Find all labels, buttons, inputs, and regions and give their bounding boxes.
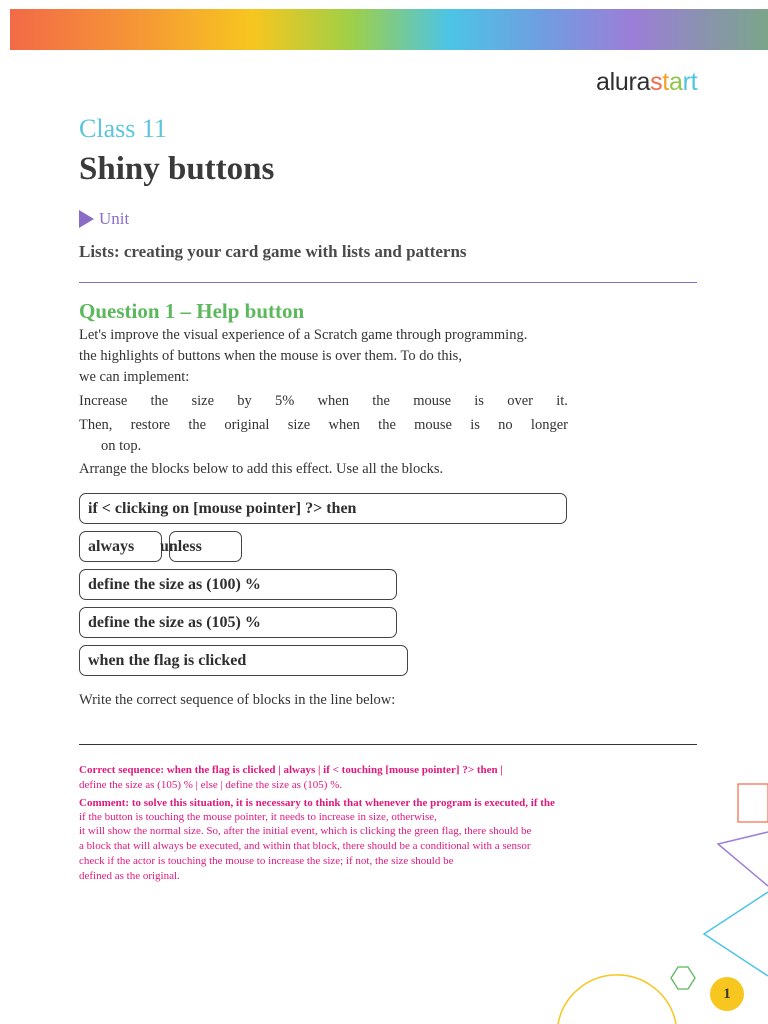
play-triangle-icon (79, 210, 94, 228)
unit-label: Unit (99, 209, 130, 228)
hexagon-outline-icon (671, 967, 695, 989)
step-1-text: Increase the size by 5% when the mouse is over it. (79, 393, 568, 409)
unit-subtitle: Lists: creating your card game with lists and patterns (79, 242, 467, 261)
top-color-bar (10, 9, 768, 50)
circle-outline-icon (558, 975, 676, 1024)
answer-comment-line-4: a block that will always be executed, and within that block, there should be a conditional with a sensor (79, 840, 531, 852)
block-when-flag-clicked[interactable]: when the flag is clicked (79, 645, 408, 676)
block-define-size-100[interactable]: define the size as (100) % (79, 569, 397, 600)
block-define-size-105[interactable]: define the size as (105) % (79, 607, 397, 638)
answer-correct-line-1: Correct sequence: when the flag is clicked | always | if < touching [mouse pointer] ?> then | (79, 764, 503, 776)
answer-comment-line-6: defined as the original. (79, 870, 180, 882)
block-unless[interactable]: unless (169, 531, 242, 562)
page-title: Shiny buttons (79, 151, 275, 187)
pentagon-outline-icon (718, 832, 768, 886)
arrange-instruction: Arrange the blocks below to add this effect. Use all the blocks. (79, 461, 444, 477)
square-outline-icon (738, 784, 768, 822)
block-if-clicking[interactable]: if < clicking on [mouse pointer] ?> then (79, 493, 567, 524)
triangle-outline-icon (704, 892, 768, 976)
page-number-badge: 1 (710, 977, 744, 1011)
step-2-text: Then, restore the original size when the mouse is no longer (79, 417, 568, 433)
intro-line-2: the highlights of buttons when the mouse is over them. To do this, (79, 348, 462, 364)
block-always[interactable]: always (79, 531, 162, 562)
question-title: Question 1 – Help button (79, 299, 305, 323)
section-divider (79, 282, 697, 283)
unit-row (79, 209, 129, 229)
step-2-continuation: on top. (101, 438, 142, 454)
answer-comment-line-1: Comment: to solve this situation, it is necessary to think that whenever the program is executed, if the (79, 797, 555, 809)
alurastart-logo: alurastart (596, 68, 698, 96)
answer-comment-line-3: it will show the normal size. So, after the initial event, which is clicking the green flag, there should be (79, 825, 532, 837)
answer-comment-line-2: if the button is touching the mouse pointer, it needs to increase in size, otherwise, (79, 811, 437, 823)
class-label: Class 11 (79, 114, 167, 143)
write-instruction: Write the correct sequence of blocks in the line below: (79, 692, 396, 708)
answer-comment-line-5: check if the actor is touching the mouse to increase the size; if not, the size should be (79, 855, 454, 867)
answer-line[interactable] (79, 744, 697, 745)
intro-line-1: Let's improve the visual experience of a Scratch game through programming. (79, 327, 528, 343)
intro-line-3: we can implement: (79, 369, 190, 385)
answer-correct-line-2: define the size as (105) % | else | define the size as (105) %. (79, 779, 343, 791)
